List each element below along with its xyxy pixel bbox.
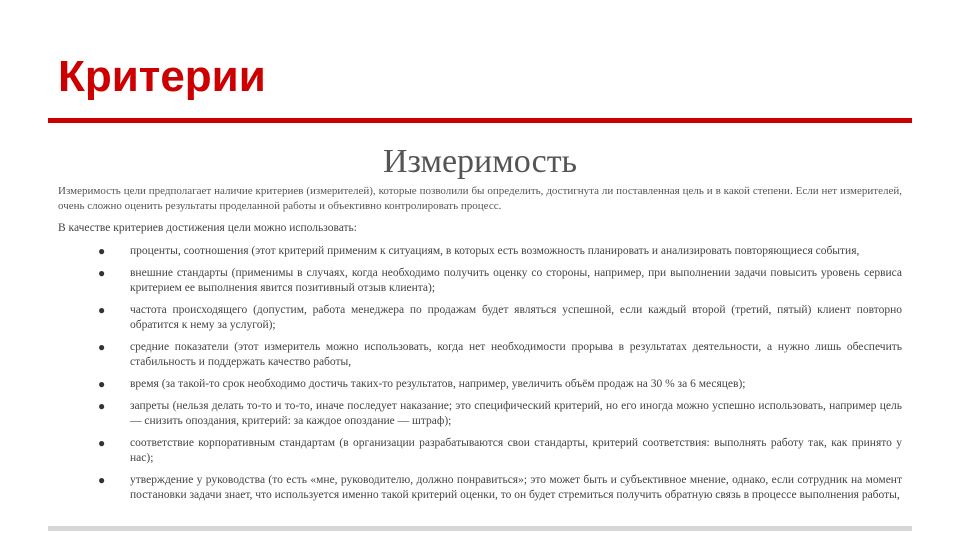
bullet-icon: ● (98, 303, 106, 317)
list-item-text: утверждение у руководства (то есть «мне, руководителю, должно понравиться»; это может быть и субъективное мнение, однако, если сотрудник на момент постановки задачи знает, что используется именно такой критерий оценки, то он будет стремиться получить обратную связь в процессе выполнения работы, (130, 474, 902, 501)
list-item (58, 303, 902, 333)
list-item (58, 399, 902, 429)
list-item-text: средние показатели (этот измеритель можно использовать, когда нет необходимости прорыва в результатах деятельности, а нужно лишь обеспечить стабильность и поддержать качество работы, (130, 341, 902, 368)
bullet-icon: ● (98, 473, 106, 487)
bullet-icon: ● (98, 266, 106, 280)
slide-subtitle: Измеримость (382, 143, 578, 180)
bullet-icon: ● (98, 377, 106, 391)
list-item-text: внешние стандарты (применимы в случаях, когда необходимо получить оценку со стороны, например, при выполнении задачи повысить уровень сервиса критерием ее выполнения явится позитивный отзыв клиента); (130, 267, 902, 294)
bullet-icon: ● (98, 244, 106, 258)
list-item (58, 436, 902, 466)
title-underline (48, 118, 912, 123)
list-item-text: запреты (нельзя делать то-то и то-то, иначе последует наказание; это специфический критерий, но его иногда можно успешно использовать, например цель — снизить опоздания, критерий: за каждое опоздание — штраф); (130, 400, 902, 427)
list-item (58, 473, 902, 503)
lead-paragraph: В качестве критериев достижения цели можно использовать: (58, 222, 357, 234)
footer-bar (48, 526, 912, 531)
list-item (58, 340, 902, 370)
list-item (58, 244, 902, 259)
bullet-icon: ● (98, 436, 106, 450)
list-item-text: частота происходящего (допустим, работа менеджера по продажам будет являться успешной, если каждый второй (третий, пятый) клиент повторно обратится к нему за услугой); (130, 304, 902, 331)
list-item-text: соответствие корпоративным стандартам (в организации разрабатываются свои стандарты, критерий соответствия: выполнять работу так, как принято у нас); (130, 437, 902, 464)
criteria-list (58, 244, 902, 503)
slide-content (58, 184, 902, 510)
list-item-text: время (за такой-то срок необходимо достичь таких-то результатов, например, увеличить объём продаж на 30 % за 6 месяцев); (130, 378, 746, 390)
list-item-text: проценты, соотношения (этот критерий применим к ситуациям, в которых есть возможность планировать и анализировать повторяющиеся события, (130, 245, 860, 257)
list-item (58, 377, 902, 392)
intro-paragraph: Измеримость цели предполагает наличие критериев (измерителей), которые позволили бы определить, достигнута ли поставленная цель и в какой степени. Если нет измерителей, очень сложно оценить результаты проделанной работы и объективно контролировать процесс. (58, 185, 902, 212)
bullet-icon: ● (98, 399, 106, 413)
list-item (58, 266, 902, 296)
bullet-icon: ● (98, 340, 106, 354)
slide-title: Критерии (58, 52, 266, 101)
